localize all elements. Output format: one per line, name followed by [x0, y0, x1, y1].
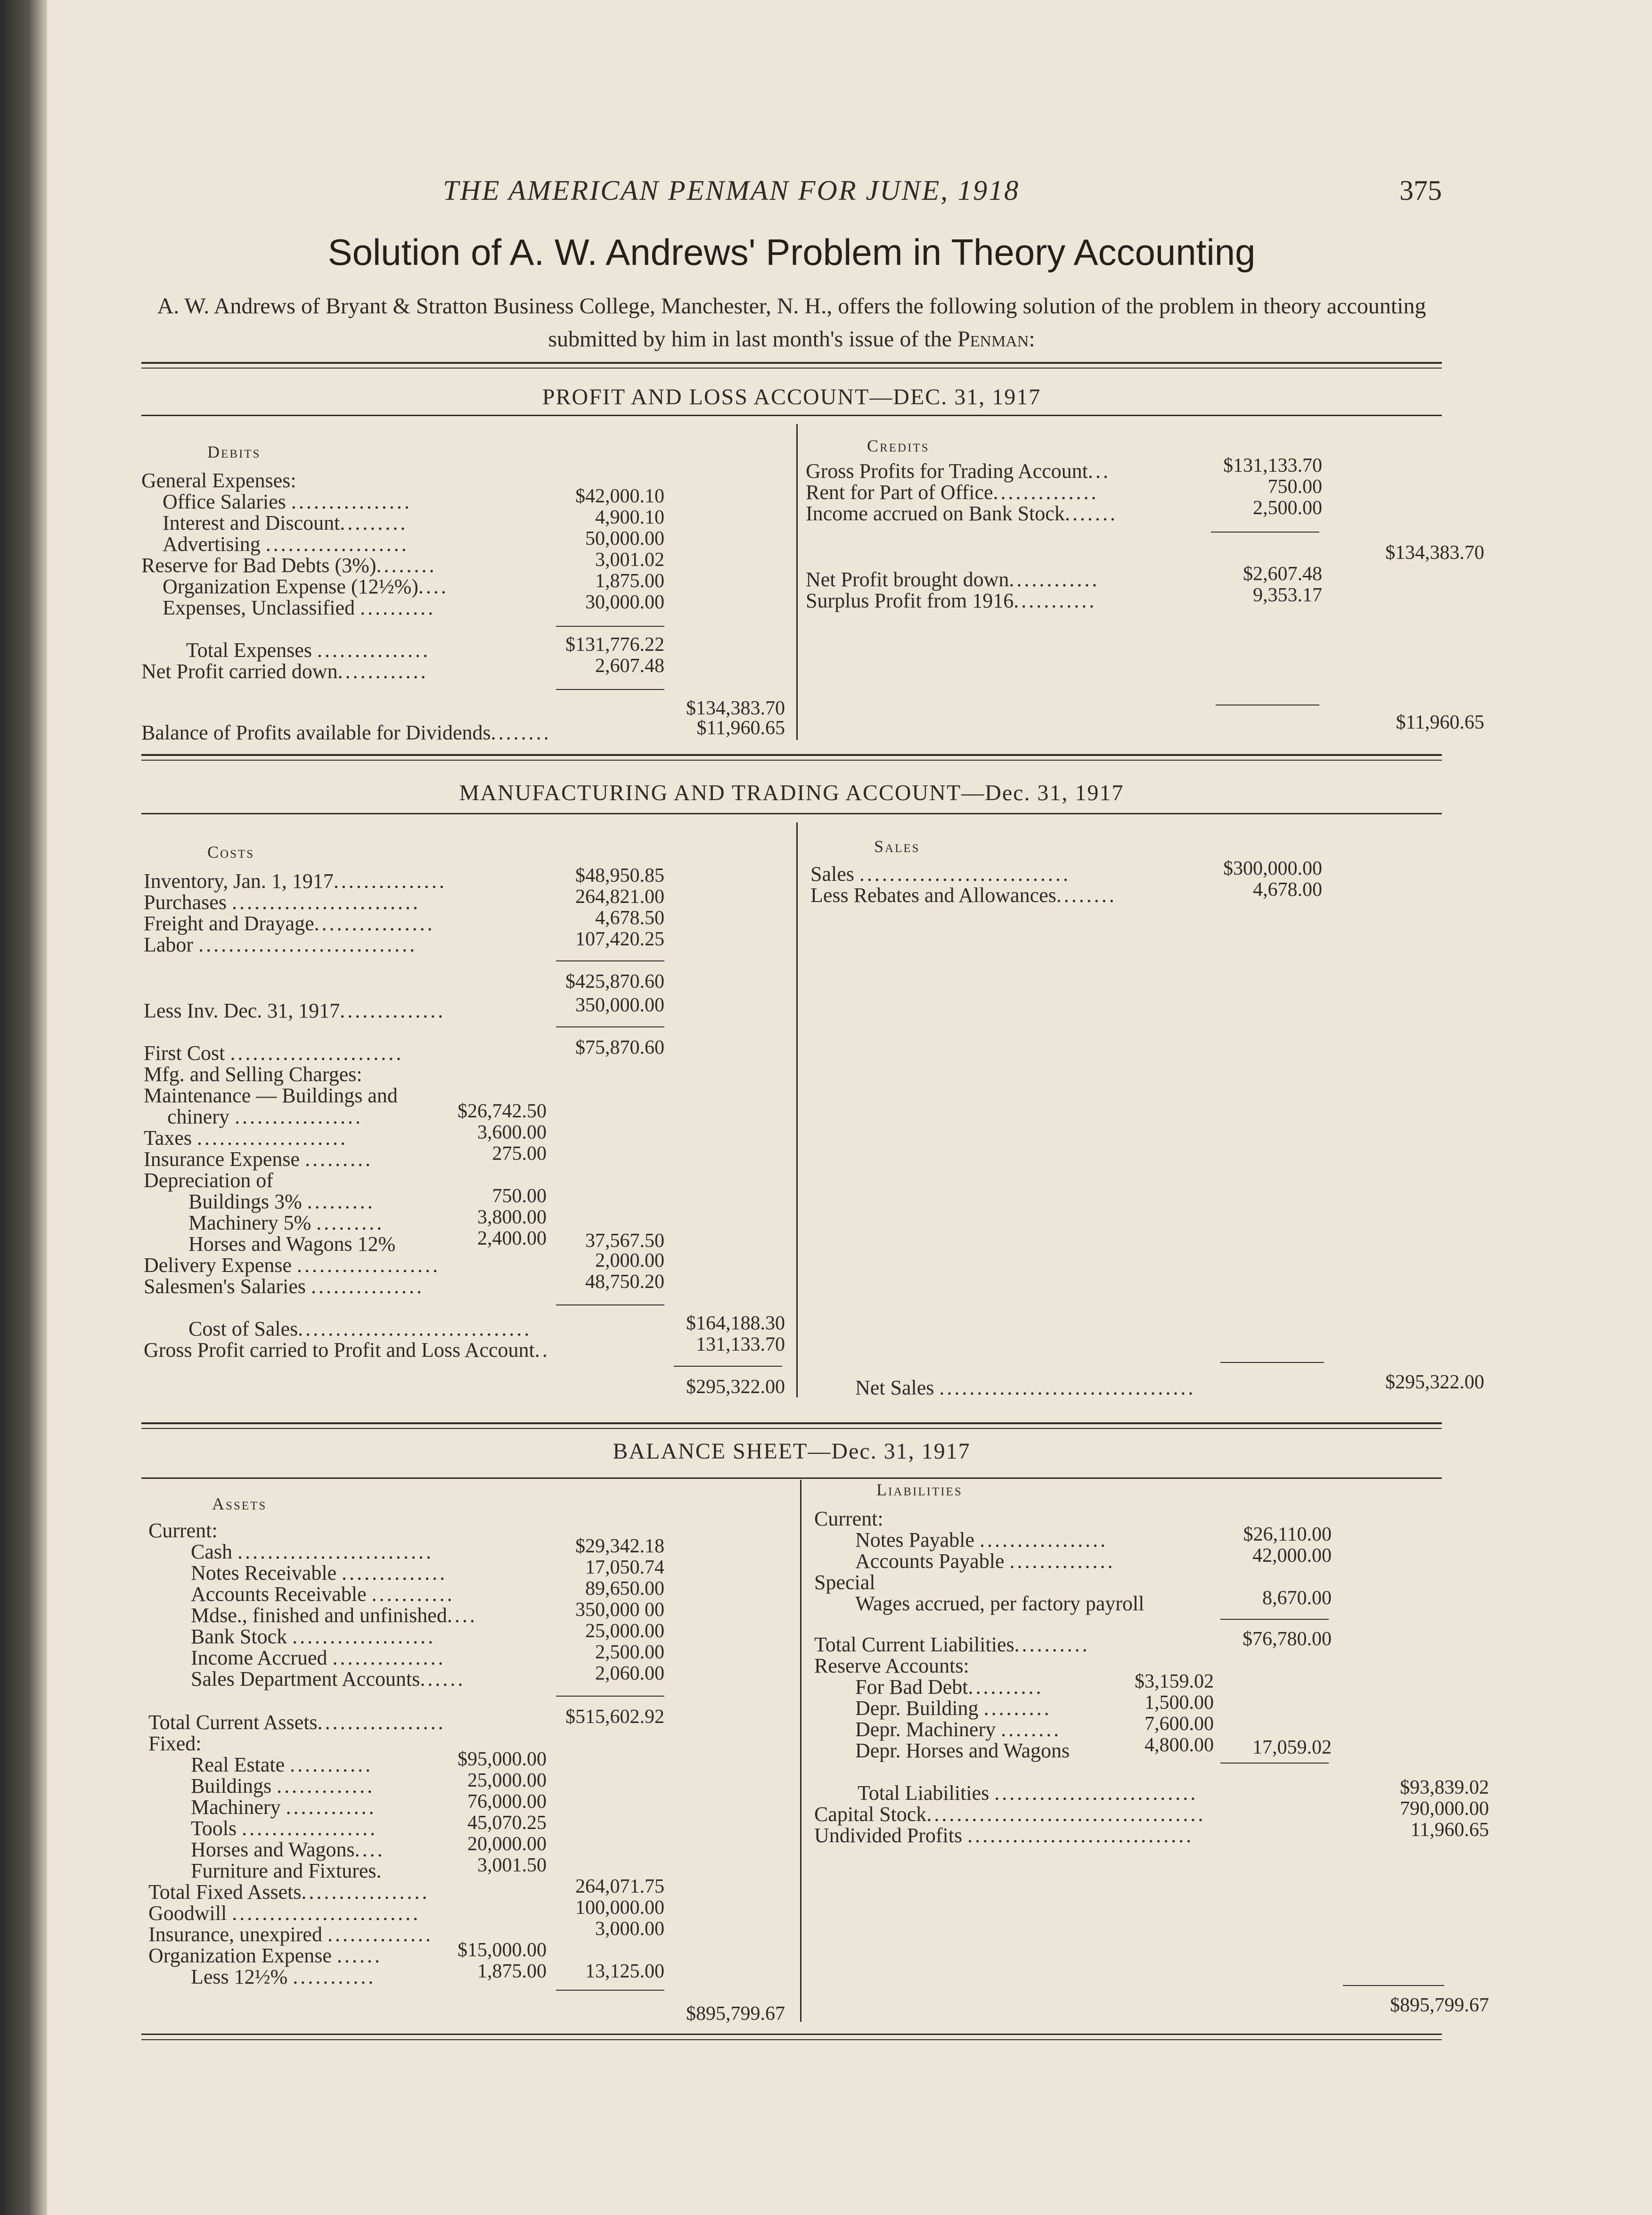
mt-inventory: Inventory, Jan. 1, 1917............... [144, 870, 447, 893]
bs-undivided: Undivided Profits .............................. [814, 1824, 1194, 1847]
bs-total-liab-val: $93,839.02 [1400, 1777, 1489, 1798]
mt-taxes-val: 3,600.00 [477, 1122, 547, 1143]
mt-charges-val: 37,567.50 [585, 1230, 664, 1252]
bs-accounts-rec: Accounts Receivable ........... [191, 1583, 455, 1606]
mt-horses-val: 2,400.00 [477, 1228, 547, 1249]
bs-notes-pay-val: $26,110.00 [1243, 1524, 1332, 1545]
mt-less-inv-val: 350,000.00 [575, 994, 664, 1016]
bs-liab-sum-rule-1 [1220, 1619, 1329, 1620]
pl-office-salaries-val: $42,000.10 [575, 485, 664, 507]
pl-interest: Interest and Discount......... [163, 511, 408, 534]
mt-delivery: Delivery Expense ................... [144, 1254, 440, 1277]
bs-buildings-val: 25,000.00 [467, 1770, 547, 1791]
bs-special: Special [814, 1571, 875, 1594]
bs-depr-mach-val: 7,600.00 [1145, 1713, 1214, 1735]
bs-depr-horses: Depr. Horses and Wagons [855, 1739, 1070, 1762]
bs-wages-val: 8,670.00 [1262, 1587, 1332, 1609]
bs-cash: Cash .......................... [191, 1540, 433, 1563]
pl-unclassified-val: 30,000.00 [585, 591, 664, 613]
mt-cost-total: $295,322.00 [686, 1376, 785, 1398]
pl-office-salaries: Office Salaries ................ [163, 490, 412, 513]
bs-insurance: Insurance, unexpired .............. [148, 1923, 433, 1946]
bs-depr-mach: Depr. Machinery ........ [855, 1718, 1062, 1741]
bs-machinery-val: 76,000.00 [467, 1791, 547, 1813]
mt-costs-heading: Costs [207, 843, 255, 861]
bs-capital: Capital Stock..................................... [814, 1803, 1206, 1826]
bs-head-rule [141, 1477, 1442, 1479]
pl-credit-total: $134,383.70 [1385, 542, 1484, 564]
bs-less: Less 12½% ........... [191, 1965, 376, 1988]
bs-liab-heading: Liabilities [876, 1480, 963, 1499]
bs-buildings: Buildings ............. [191, 1774, 375, 1797]
pl-divider [796, 424, 798, 740]
bs-tools: Tools .................. [191, 1817, 378, 1840]
bs-reserve: Reserve Accounts: [814, 1654, 969, 1677]
pl-gross-profits-val: $131,133.70 [1223, 455, 1322, 476]
bs-mdse: Mdse., finished and unfinished.... [191, 1604, 477, 1627]
bs-depr-horses-val: 4,800.00 [1145, 1734, 1214, 1756]
mt-depreciation: Depreciation of [144, 1169, 273, 1192]
pl-general-expenses: General Expenses: [141, 469, 296, 492]
mt-net-sales: Net Sales .................................. [855, 1376, 1196, 1399]
pl-bad-debts: Reserve for Bad Debts (3%)........ [141, 554, 437, 577]
pl-unclassified: Expenses, Unclassified .......... [163, 596, 436, 619]
bs-assets-heading: Assets [212, 1494, 267, 1513]
bs-horses-val: 20,000.00 [467, 1833, 547, 1855]
mt-less-inv: Less Inv. Dec. 31, 1917.............. [144, 999, 446, 1022]
bs-accounts-pay-val: 42,000.00 [1252, 1545, 1332, 1567]
pl-rent-val: 750.00 [1268, 476, 1322, 498]
mt-net-sales-rule [1220, 1362, 1324, 1363]
bs-notes-rec: Notes Receivable .............. [191, 1561, 448, 1584]
bs-liab-sum-rule-3 [1343, 1985, 1444, 1986]
mt-gross-profit-val: 131,133.70 [696, 1334, 785, 1355]
mt-insurance-val: 275.00 [492, 1143, 547, 1165]
bs-cash-val: $29,342.18 [575, 1535, 664, 1557]
bs-accounts-pay: Accounts Payable .............. [855, 1550, 1115, 1573]
bs-real-estate: Real Estate ........... [191, 1753, 373, 1776]
pl-total-expenses: Total Expenses ............... [186, 639, 430, 662]
binding-gutter [0, 0, 47, 2215]
pl-np-down-val: $2,607.48 [1243, 563, 1322, 585]
pl-sum-rule-1 [556, 626, 664, 627]
bs-accounts-rec-val: 89,650.00 [585, 1578, 664, 1600]
bs-notes-pay: Notes Payable ................. [855, 1528, 1108, 1551]
mt-machinery-val: 3,800.00 [477, 1206, 547, 1228]
mt-rebates: Less Rebates and Allowances........ [810, 884, 1117, 907]
bs-org-net-val: 13,125.00 [585, 1961, 664, 1982]
pl-net-profit: Net Profit carried down............ [141, 660, 428, 683]
mt-rebates-val: 4,678.00 [1253, 879, 1322, 901]
bs-total-current: Total Current Assets................. [148, 1711, 446, 1734]
bs-total-current-val: $515,602.92 [565, 1706, 664, 1728]
bs-furniture: Furniture and Fixtures. [191, 1859, 382, 1882]
mt-top-rule [141, 754, 1442, 761]
bs-total-cur-liab: Total Current Liabilities.......... [814, 1633, 1090, 1656]
bs-l-current: Current: [814, 1507, 883, 1530]
bs-depr-bld-val: 1,500.00 [1145, 1692, 1214, 1714]
pl-sum-rule-2 [556, 689, 664, 690]
mt-sum-rule-1 [556, 960, 664, 961]
intro-paragraph [141, 290, 1442, 355]
bs-income-accrued: Income Accrued ............... [191, 1646, 446, 1669]
mt-first-cost: First Cost ....................... [144, 1042, 404, 1065]
bs-bad-debt-val: $3,159.02 [1135, 1671, 1214, 1692]
mt-maint-2: chinery ................. [167, 1105, 363, 1128]
bs-total-liab: Total Liabilities ........................... [858, 1781, 1198, 1805]
pl-surplus: Surplus Profit from 1916........... [806, 589, 1097, 612]
bs-less-val: 1,875.00 [477, 1961, 547, 1982]
mt-gross-profit: Gross Profit carried to Profit and Loss Account.. [144, 1338, 550, 1362]
pl-balance: Balance of Profits available for Dividends........ [141, 721, 551, 744]
mt-maint-val: $26,742.50 [458, 1100, 547, 1122]
pl-advertising: Advertising ................... [163, 533, 409, 556]
bs-notes-rec-val: 17,050.74 [585, 1557, 664, 1578]
bs-title: BALANCE SHEET—Dec. 31, 1917 [613, 1439, 971, 1464]
mt-title: MANUFACTURING AND TRADING ACCOUNT—Dec. 31, 1917 [459, 780, 1124, 805]
page-number: 375 [1399, 175, 1442, 206]
pl-income: Income accrued on Bank Stock....... [806, 502, 1118, 525]
mt-inventory-val: $48,950.85 [575, 865, 664, 886]
bs-total-fixed: Total Fixed Assets................. [148, 1880, 430, 1903]
bs-sum-rule-1 [556, 1696, 664, 1697]
mt-delivery-val: 2,000.00 [595, 1250, 664, 1272]
mt-net-sales-val: $295,322.00 [1385, 1371, 1484, 1393]
pl-surplus-val: 9,353.17 [1253, 584, 1322, 606]
pl-rent: Rent for Part of Office.............. [806, 481, 1099, 504]
pl-total-expenses-val: $131,776.22 [565, 634, 664, 656]
intro-penman: Penman [957, 326, 1029, 352]
pl-gross-profits: Gross Profits for Trading Account... [806, 459, 1111, 483]
mt-sum-rule-4 [674, 1366, 782, 1367]
bs-liab-total: $895,799.67 [1390, 1994, 1489, 2016]
bs-mdse-val: 350,000 00 [575, 1599, 664, 1621]
pl-head-rule [141, 415, 1442, 416]
pl-advertising-val: 50,000.00 [585, 528, 664, 550]
article-title: Solution of A. W. Andrews' Problem in Theory Accounting [327, 231, 1256, 273]
mt-first-cost-val: $75,870.60 [575, 1037, 664, 1058]
mt-sales-val: $300,000.00 [1223, 858, 1322, 879]
bs-assets-total: $895,799.67 [686, 2003, 785, 2025]
bs-insurance-val: 3,000.00 [595, 1918, 664, 1940]
pl-top-rule [141, 362, 1442, 369]
intro-lead: A. W. Andrews of Bryant & Stratton Business College, Manchester, N. H., offers the following solution of the problem in theory accounting submitted by him in last month's issue of the [157, 294, 1426, 352]
bs-tools-val: 45,070.25 [467, 1812, 547, 1834]
bs-fixed: Fixed: [148, 1732, 202, 1755]
bs-undivided-val: 11,960.65 [1410, 1819, 1489, 1841]
pl-balance-val: $11,960.65 [696, 717, 785, 739]
bs-depr-bld: Depr. Building ......... [855, 1697, 1052, 1720]
bs-divider [800, 1480, 801, 2022]
mt-salesmen-val: 48,750.20 [585, 1271, 664, 1293]
bs-current: Current: [148, 1519, 218, 1542]
mt-subtotal: $425,870.60 [565, 971, 664, 993]
pl-organization: Organization Expense (12½%).... [163, 575, 449, 598]
bs-capital-val: 790,000.00 [1400, 1798, 1489, 1820]
mt-insurance: Insurance Expense ......... [144, 1148, 373, 1171]
pl-debit-total: $134,383.70 [686, 697, 785, 719]
pl-credits-heading: Credits [867, 436, 930, 455]
bs-real-estate-val: $95,000.00 [458, 1748, 547, 1770]
mt-cost-of-sales: Cost of Sales............................... [188, 1317, 532, 1340]
bs-sales-dept-val: 2,060.00 [595, 1663, 664, 1684]
mt-freight: Freight and Drayage................ [144, 912, 435, 935]
bs-bad-debt: For Bad Debt.......... [855, 1675, 1044, 1698]
mt-machinery: Machinery 5% ......... [188, 1211, 384, 1234]
mt-taxes: Taxes .................... [144, 1126, 348, 1149]
mt-labor-val: 107,420.25 [575, 928, 664, 950]
mt-purchases-val: 264,821.00 [575, 886, 664, 908]
mt-sum-rule-3 [556, 1304, 664, 1305]
bs-bank-stock-val: 25,000.00 [585, 1620, 664, 1642]
bs-bottom-rule [141, 2034, 1442, 2040]
pl-debits-heading: Debits [207, 443, 261, 461]
bs-sales-dept: Sales Department Accounts...... [191, 1667, 466, 1690]
bs-total-fixed-val: 264,071.75 [575, 1876, 664, 1897]
pl-credit-total-2: $11,960.65 [1396, 712, 1484, 733]
pl-bad-debts-val: 3,001.02 [595, 549, 664, 571]
bs-furniture-val: 3,001.50 [477, 1854, 547, 1876]
pl-interest-val: 4,900.10 [595, 507, 664, 528]
bs-liab-sum-rule-2 [1220, 1763, 1329, 1764]
bs-sum-rule-2 [556, 1990, 664, 1991]
pl-organization-val: 1,875.00 [595, 570, 664, 592]
mt-labor: Labor ............................. [144, 933, 417, 956]
bs-bank-stock: Bank Stock ................... [191, 1625, 436, 1648]
running-head [141, 174, 1442, 217]
bs-goodwill: Goodwill ......................... [148, 1902, 421, 1925]
bs-wages: Wages accrued, per factory payroll [855, 1592, 1145, 1615]
mt-cost-of-sales-val: $164,188.30 [686, 1313, 785, 1334]
pl-income-val: 2,500.00 [1253, 497, 1322, 519]
mt-horses: Horses and Wagons 12% [188, 1232, 396, 1255]
mt-salesmen: Salesmen's Salaries ............... [144, 1275, 424, 1298]
bs-goodwill-val: 100,000.00 [575, 1897, 664, 1919]
pl-credit-sum-rule [1211, 532, 1319, 533]
mt-freight-val: 4,678.50 [595, 907, 664, 929]
pl-title: PROFIT AND LOSS ACCOUNT—DEC. 31, 1917 [542, 385, 1041, 410]
intro-end: : [1029, 326, 1035, 352]
mt-sales-heading: Sales [874, 837, 920, 856]
bs-top-rule [141, 1422, 1442, 1429]
mt-maint-1: Maintenance — Buildings and [144, 1084, 398, 1107]
bs-income-accrued-val: 2,500.00 [595, 1641, 664, 1663]
mt-buildings: Buildings 3% ......... [188, 1190, 375, 1213]
pl-np-down: Net Profit brought down............ [806, 568, 1100, 591]
mt-sales: Sales ............................ [810, 862, 1071, 886]
mt-divider [796, 822, 798, 1397]
bs-total-cur-liab-val: $76,780.00 [1243, 1628, 1332, 1650]
mt-buildings-val: 750.00 [492, 1185, 547, 1207]
bs-horses: Horses and Wagons.... [191, 1838, 385, 1861]
mt-purchases: Purchases ......................... [144, 891, 420, 914]
bs-organization: Organization Expense ...... [148, 1944, 382, 1967]
mt-sum-rule-2 [556, 1026, 664, 1027]
bs-organization-val: $15,000.00 [458, 1939, 547, 1961]
journal-title: THE AMERICAN PENMAN FOR JUNE, 1918 [443, 175, 1020, 206]
bs-machinery: Machinery ............ [191, 1796, 376, 1819]
bs-reserve-total-val: 17,059.02 [1252, 1737, 1332, 1758]
mt-mfg: Mfg. and Selling Charges: [144, 1063, 362, 1086]
pl-credit-sum-rule-2 [1216, 705, 1319, 706]
pl-net-profit-val: 2,607.48 [595, 655, 664, 677]
mt-head-rule [141, 813, 1442, 814]
